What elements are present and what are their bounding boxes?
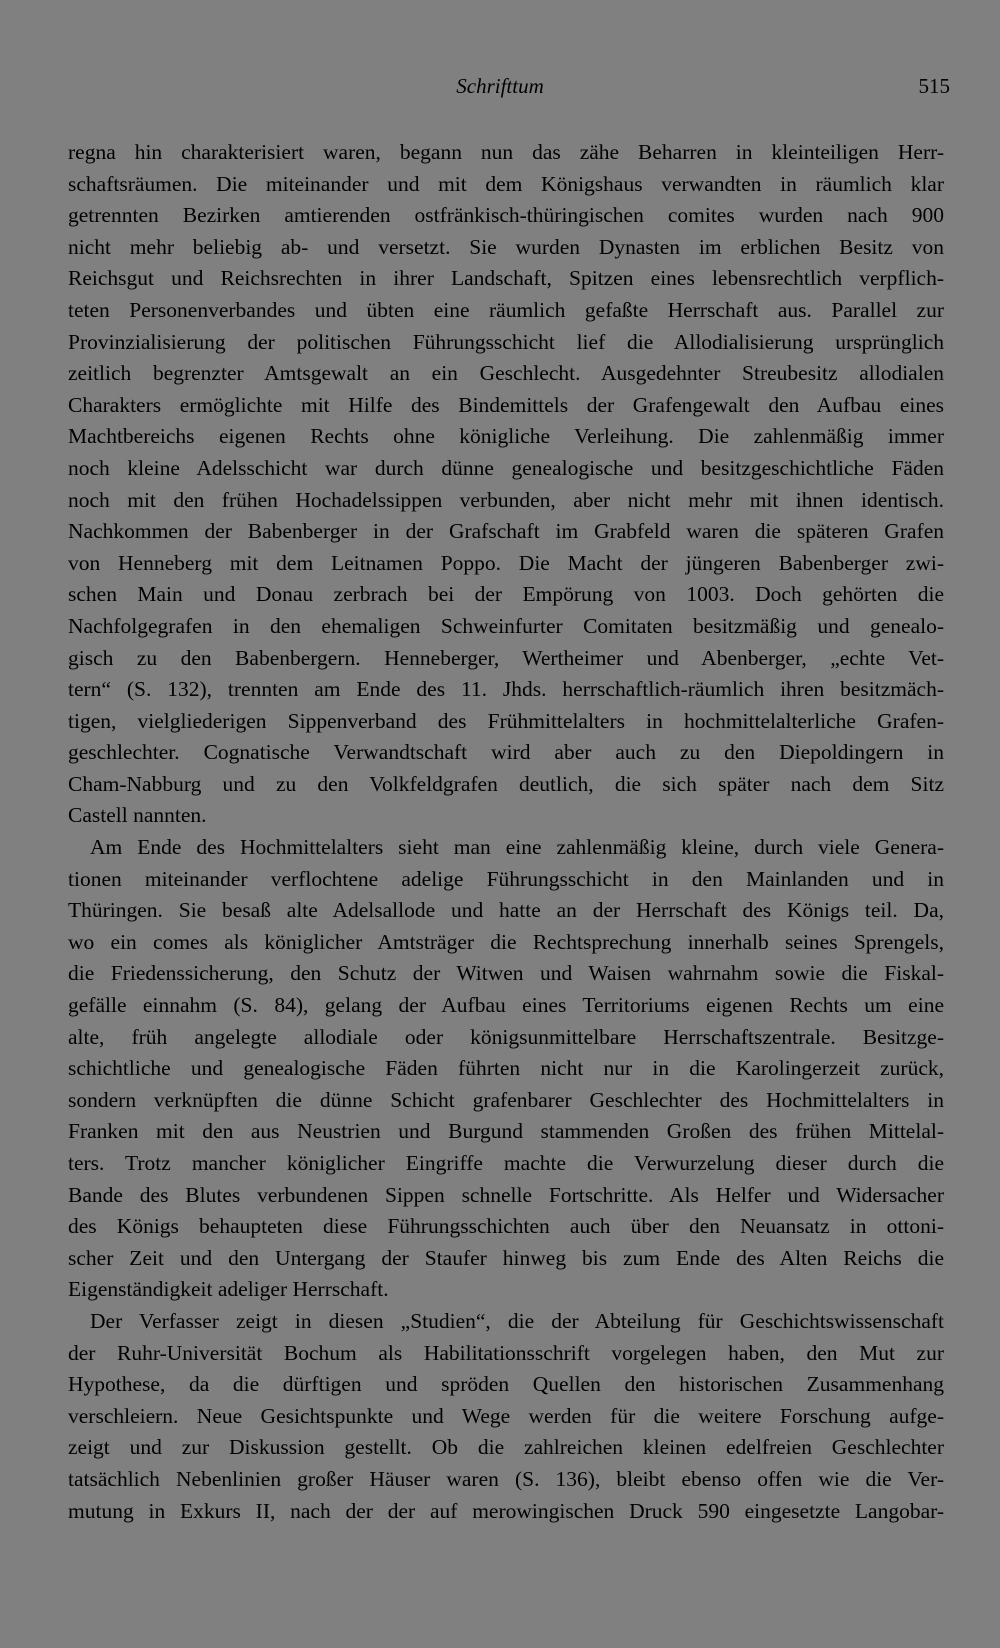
text-line: teten Personenverbandes und übten eine räumlich gefaßte Herrschaft aus. Parallel zur [68,297,944,322]
text-line: wo ein comes als königlicher Amtsträger die Rechtsprechung innerhalb seines Sprengels, [68,929,944,954]
text-line: die Friedenssicherung, den Schutz der Witwen und Waisen wahrnahm sowie die Fiskal- [68,961,944,986]
text-line: tatsächlich Nebenlinien großer Häuser waren (S. 136), bleibt ebenso offen wie die Ver- [68,1466,944,1491]
text-line: tigen, vielgliederigen Sippenverband des Frühmittelalters in hochmittelalterliche Grafen- [68,708,944,733]
running-head-title: Schrifttum [456,74,544,98]
text-line: noch mit den frühen Hochadelssippen verbunden, aber nicht mehr mit ihnen identisch. [68,487,944,512]
text-line: Bande des Blutes verbundenen Sippen schnelle Fortschritte. Als Helfer und Widersacher [68,1182,944,1207]
text-line: Castell nannten. [68,803,207,828]
text-line: getrennten Bezirken amtierenden ostfränkisch-thüringischen comites wurden nach 900 [68,203,944,228]
text-line: Charakters ermöglichte mit Hilfe des Bindemittels der Grafengewalt den Aufbau eines [68,392,944,417]
text-line: der Ruhr-Universität Bochum als Habilitationsschrift vorgelegen haben, den Mut zur [68,1340,944,1365]
text-line: Cham-Nabburg und zu den Volkfeldgrafen deutlich, die sich später nach dem Sitz [68,771,944,796]
text-line: mutung in Exkurs II, nach der der auf merowingischen Druck 590 eingesetzte Langobar- [68,1498,944,1523]
text-line: schichtliche und genealogische Fäden führten nicht nur in die Karolingerzeit zurück, [68,1056,944,1081]
text-line: schaftsräumen. Die miteinander und mit dem Königshaus verwandten in räumlich klar [68,171,944,196]
text-line: sondern verknüpften die dünne Schicht grafenbarer Geschlechter des Hochmittelalters in [68,1087,944,1112]
text-line: scher Zeit und den Untergang der Staufer hinweg bis zum Ende des Alten Reichs die [68,1245,944,1270]
text-line: Am Ende des Hochmittelalters sieht man eine zahlenmäßig kleine, durch viele Genera- [90,835,944,860]
text-line: Der Verfasser zeigt in diesen „Studien“, die der Abteilung für Geschichtswissenschaft [90,1308,944,1333]
text-line: Nachkommen der Babenberger in der Grafschaft im Grabfeld waren die späteren Grafen [68,519,944,544]
text-line: regna hin charakterisiert waren, begann nun das zähe Beharren in kleinteiligen Herr- [68,140,944,164]
text-line: nicht mehr beliebig ab- und versetzt. Sie wurden Dynasten im erblichen Besitz von [68,234,944,259]
text-line: Thüringen. Sie besaß alte Adelsallode und hatte an der Herrschaft des Königs teil. Da, [68,898,944,923]
text-line: Eigenständigkeit adeliger Herrschaft. [68,1277,389,1302]
text-line: Nachfolgegrafen in den ehemaligen Schweinfurter Comitaten besitzmäßig und genealo- [68,613,944,638]
running-head [0,68,1000,104]
text-line: alte, früh angelegte allodiale oder königsunmittelbare Herrschaftszentrale. Besitzge- [68,1024,944,1049]
text-line: Reichsgut und Reichsrechten in ihrer Landschaft, Spitzen eines lebensrechtlich verpflich- [68,266,944,291]
text-line: Machtbereichs eigenen Rechts ohne königliche Verleihung. Die zahlenmäßig immer [68,424,944,449]
text-line: zeitlich begrenzter Amtsgewalt an ein Geschlecht. Ausgedehnter Streubesitz allodialen [68,361,944,386]
text-line: zeigt und zur Diskussion gestellt. Ob die zahlreichen kleinen edelfreien Geschlechter [68,1435,944,1460]
text-line: Franken mit den aus Neustrien und Burgund stammenden Großen des frühen Mittelal- [68,1119,944,1144]
text-line: Provinzialisierung der politischen Führungsschicht lief die Allodialisierung ursprünglich [68,329,944,354]
text-line: gefälle einnahm (S. 84), gelang der Aufbau eines Territoriums eigenen Rechts um eine [68,993,944,1018]
text-line: ters. Trotz mancher königlicher Eingriffe machte die Verwurzelung dieser durch die [68,1151,944,1175]
text-line: Hypothese, da die dürftigen und spröden Quellen den historischen Zusammenhang [68,1372,944,1397]
text-line: geschlechter. Cognatische Verwandtschaft wird aber auch zu den Diepoldingern in [68,740,944,765]
text-line: gisch zu den Babenbergern. Henneberger, Wertheimer und Abenberger, „echte Vet- [68,645,944,670]
text-line: tern“ (S. 132), trennten am Ende des 11. Jhds. herrschaftlich-räumlich ihren besitzmäch- [68,677,944,702]
text-line: tionen miteinander verflochtene adelige Führungsschicht in den Mainlanden und in [68,866,944,891]
body-text [68,137,944,1527]
text-line: von Henneberg mit dem Leitnamen Poppo. Die Macht der jüngeren Babenberger zwi- [68,550,944,575]
page-number: 515 [918,74,950,98]
text-line: noch kleine Adelsschicht war durch dünne genealogische und besitzgeschichtliche Fäden [68,455,944,480]
text-line: verschleiern. Neue Gesichtspunkte und Wege werden für die weitere Forschung aufge- [68,1403,944,1428]
text-line: schen Main und Donau zerbrach bei der Empörung von 1003. Doch gehörten die [68,582,944,607]
text-line: des Königs behaupteten diese Führungsschichten auch über den Neuansatz in ottoni- [68,1214,944,1239]
